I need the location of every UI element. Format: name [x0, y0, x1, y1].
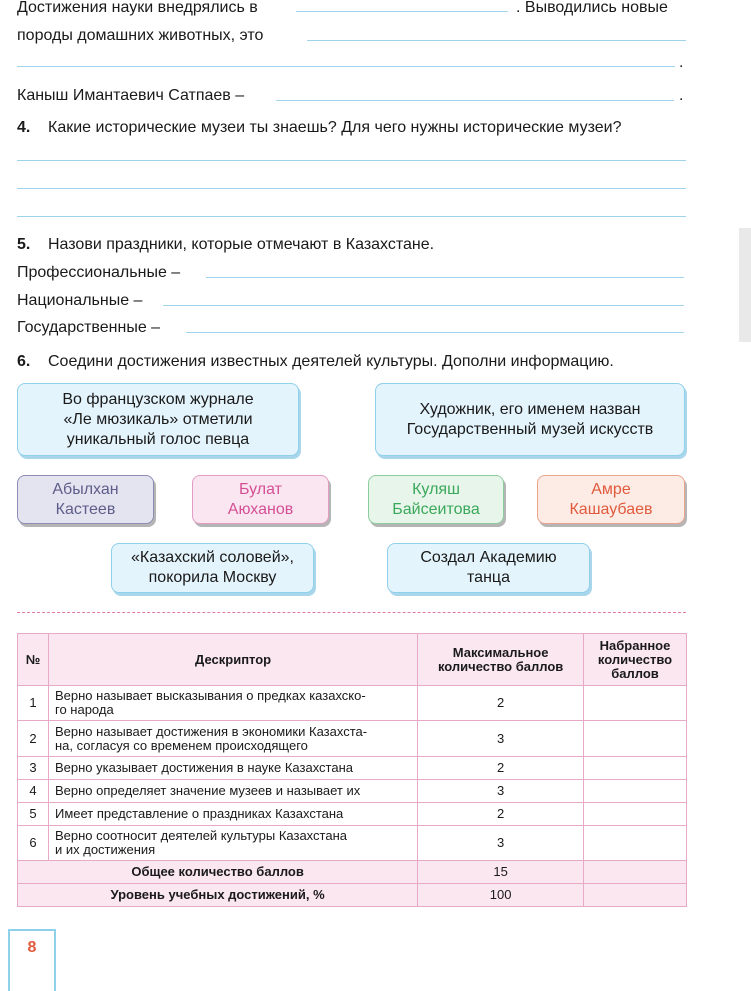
page-number: 8 [27, 939, 37, 956]
question-4-text: Какие исторические музеи ты знаешь? Для чего нужны исторические музеи? [48, 119, 622, 136]
total-label: Общее количество баллов [18, 861, 418, 884]
answer-line[interactable] [307, 40, 686, 41]
answer-line[interactable] [17, 66, 675, 67]
achievement-box-journal[interactable] [17, 383, 299, 456]
answer-line[interactable] [17, 160, 686, 161]
row-number: 1 [18, 686, 49, 721]
box-text-line: Во французском журнале [62, 390, 254, 408]
row-number: 4 [18, 780, 49, 803]
person-box-kasteev[interactable] [17, 475, 154, 524]
header-max-line: Максимальное [452, 644, 549, 660]
table-level-row [18, 884, 687, 907]
answer-line[interactable] [186, 332, 684, 333]
achievement-box-nightingale[interactable] [111, 543, 314, 593]
fill-line-breeds-continued: породы домашних животных, это [17, 27, 264, 44]
total-value: 15 [418, 861, 584, 884]
answer-line[interactable] [296, 11, 508, 12]
descriptor-line: на, согласуя со временем происходящего [54, 737, 308, 753]
header-scored-line: количество [597, 651, 673, 667]
holidays-national-label: Национальные – [17, 292, 143, 309]
level-label: Уровень учебных достижений, % [18, 884, 418, 907]
total-scored-cell[interactable] [584, 861, 687, 884]
row-descriptor [48, 721, 417, 757]
person-last-name: Аюханов [227, 500, 294, 518]
box-text-line: Государственный музей искусств [406, 420, 654, 438]
descriptor-line: Верно называет высказывания о предках казахско- [54, 688, 366, 703]
person-first-name: Амре [591, 480, 631, 498]
question-5-number: 5. [17, 236, 31, 253]
row-scored-cell[interactable] [584, 780, 687, 803]
period: . [679, 54, 684, 71]
row-number: 2 [18, 721, 49, 757]
person-last-name: Байсеитова [392, 500, 480, 518]
level-value: 100 [418, 884, 584, 907]
assessment-table [17, 633, 687, 907]
row-descriptor [48, 826, 417, 861]
answer-line[interactable] [17, 216, 686, 217]
answer-line[interactable] [17, 188, 686, 189]
row-scored-cell[interactable] [584, 686, 687, 721]
header-descriptor: Дескриптор [48, 634, 417, 686]
descriptor-line: Верно называет достижения в экономики Казахста- [54, 723, 368, 739]
header-scored-points [584, 634, 687, 686]
header-scored-line: баллов [611, 665, 659, 681]
person-first-name: Абылхан [52, 480, 119, 498]
descriptor-line: и их достижения [54, 842, 156, 857]
row-max-points: 3 [418, 721, 584, 757]
question-6-text: Соедини достижения известных деятелей культуры. Дополни информацию. [48, 353, 614, 370]
achievement-box-academy[interactable] [387, 543, 590, 593]
fill-line-science-label: Достижения науки внедрялись в [17, 0, 258, 16]
row-scored-cell[interactable] [584, 721, 687, 757]
person-first-name: Булат [238, 480, 282, 498]
descriptor-line: Верно соотносит деятелей культуры Казахстана [54, 828, 347, 843]
header-max-line: количество баллов [437, 658, 564, 674]
table-total-row [18, 861, 687, 884]
header-max-points [418, 634, 584, 686]
level-scored-cell[interactable] [584, 884, 687, 907]
table-row [18, 780, 687, 803]
descriptor-line: го народа [54, 702, 114, 717]
table-row [18, 757, 687, 780]
row-descriptor: Верно определяет значение музеев и называет их [48, 780, 417, 803]
answer-line[interactable] [206, 277, 684, 278]
box-text-line: «Ле мюзикаль» отметили [63, 410, 253, 428]
box-text-line: танца [467, 569, 510, 586]
answer-line[interactable] [276, 100, 674, 101]
person-box-kashaubaev[interactable] [537, 475, 685, 524]
fill-line-breeds-label: . Выводились новые [516, 0, 668, 16]
question-5-text: Назови праздники, которые отмечают в Казахстане. [48, 236, 435, 253]
question-6-number: 6. [17, 353, 31, 370]
table-row [18, 803, 687, 826]
row-max-points: 2 [418, 686, 584, 721]
person-last-name: Кашаубаев [569, 500, 653, 518]
table-row [18, 721, 687, 757]
row-descriptor [48, 686, 417, 721]
satpaev-label: Каныш Имантаевич Сатпаев – [17, 87, 245, 104]
question-4-number: 4. [17, 119, 31, 136]
page-number-box [8, 929, 56, 991]
holidays-state-label: Государственные – [17, 319, 161, 336]
person-first-name: Куляш [412, 480, 460, 498]
answer-line[interactable] [163, 305, 684, 306]
box-text-line: «Казахский соловей», [131, 549, 294, 566]
row-max-points: 3 [418, 826, 584, 861]
row-scored-cell[interactable] [584, 803, 687, 826]
row-descriptor: Верно указывает достижения в науке Казахстана [48, 757, 417, 780]
row-number: 3 [18, 757, 49, 780]
row-max-points: 3 [418, 780, 584, 803]
person-box-ayukhanov[interactable] [192, 475, 329, 524]
person-last-name: Кастеев [55, 500, 116, 518]
person-box-baiseitova[interactable] [368, 475, 504, 524]
period: . [679, 87, 684, 104]
header-number: № [18, 634, 49, 686]
table-row [18, 826, 687, 861]
row-number: 5 [18, 803, 49, 826]
box-text-line: уникальный голос певца [66, 430, 250, 448]
row-scored-cell[interactable] [584, 757, 687, 780]
section-divider [17, 612, 686, 613]
achievement-box-artist[interactable] [375, 383, 685, 456]
row-scored-cell[interactable] [584, 826, 687, 861]
row-max-points: 2 [418, 803, 584, 826]
box-text-line: Художник, его именем назван [419, 400, 641, 418]
box-text-line: покорила Москву [148, 569, 277, 586]
table-row [18, 686, 687, 721]
header-scored-line: Набранное [599, 637, 671, 653]
row-max-points: 2 [418, 757, 584, 780]
table-header-row [18, 634, 687, 686]
row-descriptor: Имеет представление о праздниках Казахстана [48, 803, 417, 826]
box-text-line: Создал Академию [420, 549, 557, 566]
holidays-professional-label: Профессиональные – [17, 264, 181, 281]
row-number: 6 [18, 826, 49, 861]
side-tab [739, 228, 751, 342]
